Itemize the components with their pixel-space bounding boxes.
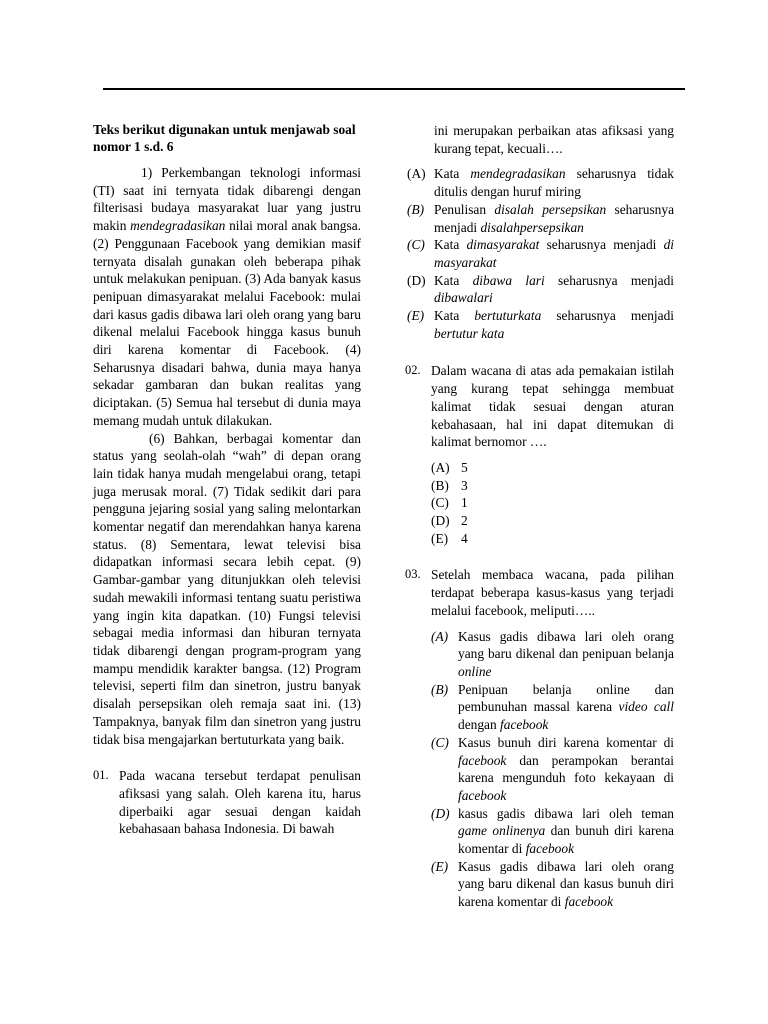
option-label: (B): [407, 201, 425, 217]
option-text: 4: [461, 530, 468, 546]
italic-term: facebook: [564, 894, 614, 910]
text-run: Kata: [434, 237, 467, 253]
question-text: Pada wacana tersebut terdapat penulisan afiksasi yang salah. Oleh karena itu, harus diperbaiki agar sesuai dengan kaidah kebahasaan bahasa Indonesia. Di bawah: [119, 768, 361, 837]
answer-option[interactable]: [431, 494, 674, 512]
text-run: seharusnya menjadi: [544, 272, 674, 288]
italic-term: video call: [618, 699, 674, 715]
option-text: [434, 272, 674, 307]
option-label: (E): [407, 308, 425, 324]
italic-term: mendegradasikan: [470, 166, 566, 182]
text-run: dan perampokan berantai karena mengunduh foto kekayaan di: [458, 752, 674, 786]
option-label: (A): [407, 166, 426, 182]
option-label: (D): [407, 272, 426, 288]
passage-paragraph-1: [93, 164, 361, 430]
text-run: seharusnya menjadi: [434, 201, 675, 235]
text-run: dengan: [458, 717, 501, 733]
text-run: (6) Bahkan, berbagai komentar dan status yang seolah-olah “wah” di depan orang lain tidak hanya mudah mengelabui orang, tetapi juga merusak moral. (7) Tidak sedikit dari para pengguna jejaring sosial yang saling melontarkan komentar negatif dan merendahkan hanya karena status. (8) Sementara, lewat televisi bisa didapatkan informasi secara lebih cepat. (9) Gambar-gambar yang ditunjukkan oleh televisi sudah mewakili informasi tentang suatu peristiwa yang ingin kita dapatkan. (10) Fungsi televisi sebagai media informasi dan hiburan ternyata tidak dibarengi dengan program-program yang mampu mendidik karakter bangsa. (12) Program televisi, seperti film dan sinetron, justru banyak disalah persepsikan oleh remaja saat ini. (13) Tampaknya, banyak film dan sinetron yang justru tidak bisa mengajarkan bertuturkata yang baik.: [93, 430, 361, 747]
italic-term: facebook: [500, 717, 549, 733]
text-run: Kasus gadis dibawa lari oleh orang yang baru dikenal dan penipuan belanja: [458, 628, 674, 662]
italic-term: dibawalari: [434, 290, 493, 306]
answer-option[interactable]: [431, 858, 674, 911]
question-1-text-continued: ini merupakan perbaikan atas afiksasi yang kurang tepat, kecuali….: [434, 123, 674, 156]
passage-paragraph-2: [93, 430, 361, 749]
italic-term: facebook: [458, 787, 507, 803]
text-run: 1) Perkembangan teknologi informasi (TI) saat ini ternyata tidak dibarengi dengan filterisasi budaya masyarakat luar yang justru makin: [93, 165, 361, 234]
italic-term: dimasyarakat: [466, 237, 540, 253]
italic-term: facebook: [458, 752, 507, 768]
left-column: [93, 122, 361, 838]
option-text: [434, 236, 674, 271]
text-run: Penulisan: [434, 201, 495, 217]
option-text: [434, 165, 674, 200]
right-column: [405, 122, 674, 911]
text-run: seharusnya menjadi: [539, 237, 664, 253]
option-text: 1: [461, 495, 468, 511]
option-label: (D): [431, 805, 450, 821]
option-label: (C): [431, 495, 449, 511]
answer-option[interactable]: [431, 805, 674, 858]
option-text: [434, 201, 674, 236]
option-label: (B): [431, 477, 449, 493]
answer-option[interactable]: [431, 512, 674, 530]
italic-term: dibawa lari: [472, 272, 545, 288]
option-label: (C): [431, 734, 449, 750]
option-text: 2: [461, 513, 468, 529]
option-text: 3: [461, 477, 468, 493]
header-rule: [103, 88, 685, 90]
option-label: (E): [431, 858, 449, 874]
text-run: kasus gadis dibawa lari oleh teman: [458, 805, 674, 821]
option-label: (A): [431, 459, 450, 475]
option-text: [458, 734, 674, 805]
answer-option[interactable]: [431, 459, 674, 477]
option-label: (C): [407, 237, 425, 253]
question-text: Setelah membaca wacana, pada pilihan terdapat beberapa kasus-kasus yang terjadi melalui facebook, meliputi…..: [431, 567, 674, 618]
question-3: [405, 566, 674, 910]
italic-term: game onlinenya: [458, 823, 546, 839]
answer-option[interactable]: [431, 530, 674, 548]
option-text: 5: [461, 459, 468, 475]
italic-term: online: [458, 663, 492, 679]
option-label: (B): [431, 681, 449, 697]
option-text: [458, 681, 674, 734]
section-heading: Teks berikut digunakan untuk menjawab soal nomor 1 s.d. 6: [93, 122, 356, 154]
answer-option[interactable]: [431, 477, 674, 495]
answer-option[interactable]: [407, 272, 674, 307]
option-text: [458, 805, 674, 858]
question-3-options: [431, 628, 674, 911]
text-run: Penipuan belanja online dan pembunuhan massal karena: [458, 681, 674, 715]
answer-option[interactable]: [431, 734, 674, 805]
option-label: (A): [431, 628, 449, 644]
option-label: (E): [431, 530, 449, 546]
question-1: [93, 767, 361, 838]
answer-option[interactable]: [407, 201, 674, 236]
question-text: Dalam wacana di atas ada pemakaian istilah yang kurang tepat sehingga membuat kalimat tidak sesuai dengan aturan kebahasaan, hal ini dapat ditemukan di kalimat bernomor ….: [431, 363, 674, 450]
italic-term: bertutur kata: [434, 325, 505, 341]
question-1-options: [405, 165, 674, 342]
italic-term: disalah persepsikan: [494, 201, 607, 217]
question-number: 02.: [405, 363, 421, 378]
question-number: 01.: [93, 768, 109, 783]
text-run: Kasus gadis dibawa lari oleh orang yang baru dikenal dan kasus bunuh diri karena komentar di: [458, 858, 674, 910]
text-run: seharusnya menjadi: [541, 308, 674, 324]
text-run: dan bunuh diri karena komentar di: [458, 823, 674, 857]
option-text: [458, 858, 674, 911]
answer-option[interactable]: [407, 236, 674, 271]
answer-option[interactable]: [431, 681, 674, 734]
text-run: Kata: [434, 308, 475, 324]
text-run: Kasus bunuh diri karena komentar di: [458, 734, 674, 750]
italic-term: di masyarakat: [434, 237, 674, 270]
italic-term: mendegradasikan: [130, 218, 226, 234]
question-number: 03.: [405, 567, 421, 582]
question-2-options: [431, 459, 674, 548]
question-2: [405, 362, 674, 547]
text-run: nilai moral anak bangsa. (2) Penggunaan Facebook yang demikian masif ternyata disalah gunakan oleh beberapa pihak untuk melakukan penipuan. (3) Ada banyak kasus penipuan dimasyarakat melalui Facebook: mulai dari kasus gadis dibawa lari oleh orang yang baru dikenal melalui Facebook hingga kasus bunuh diri karena komentar di Facebook. (4) Seharusnya disadari bahwa, dunia maya hanya sekadar gambaran dan bukan realitas yang diciptakan. (5) Semua hal tersebut di dunia maya memang mudah untuk dilakukan.: [93, 218, 361, 428]
text-run: Kata: [434, 166, 471, 182]
italic-term: facebook: [525, 841, 575, 857]
option-text: [434, 307, 674, 342]
text-run: seharusnya tidak ditulis dengan huruf miring: [434, 166, 674, 200]
text-run: Kata: [434, 272, 473, 288]
option-text: [458, 628, 674, 681]
italic-term: disalahpersepsikan: [480, 219, 584, 235]
answer-option[interactable]: [407, 307, 674, 342]
answer-option[interactable]: [407, 165, 674, 200]
italic-term: bertuturkata: [474, 308, 542, 324]
answer-option[interactable]: [431, 628, 674, 681]
option-label: (D): [431, 513, 450, 529]
